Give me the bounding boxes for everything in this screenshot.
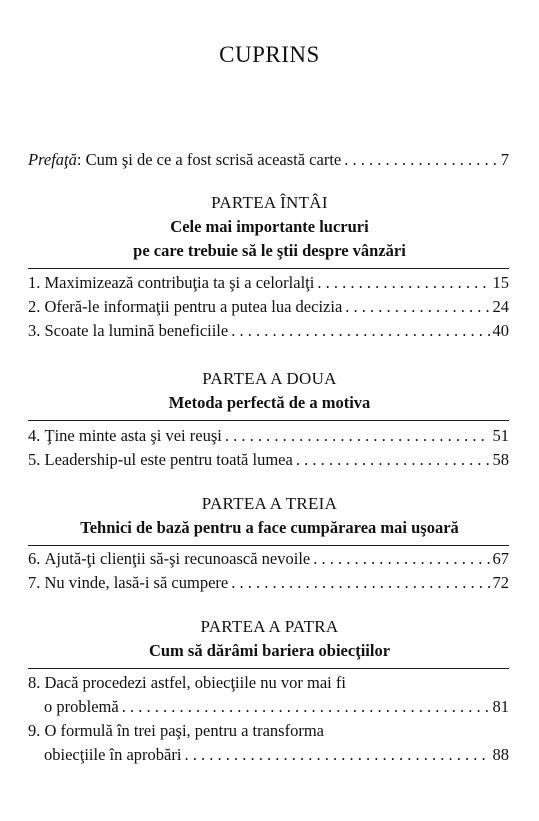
chapter-title-line-2: obiecţiile în aprobări [44, 745, 182, 764]
chapter-page-number: 81 [492, 697, 509, 716]
chapter-page-number: 24 [492, 297, 509, 316]
divider [28, 268, 509, 269]
divider [28, 420, 509, 421]
chapter-entry-5 [28, 450, 509, 472]
chapter-number: 6. [28, 549, 41, 568]
chapter-title: Scoate la lumină beneficiile [44, 321, 229, 340]
chapter-number: 4. [28, 426, 41, 445]
preface-title: : Cum şi de ce a fost scrisă această carte [76, 150, 342, 169]
leader-dots [313, 549, 489, 569]
chapter-title-line-1: Dacă procedezi astfel, obiecţiile nu vor mai fi [44, 673, 346, 692]
chapter-number: 8. [28, 673, 41, 692]
leader-dots [231, 573, 489, 593]
divider [28, 668, 509, 669]
leader-dots [231, 321, 489, 341]
preface-text-wrapper [28, 150, 341, 170]
chapter-title: Leadership-ul este pentru toată lumea [44, 450, 293, 469]
chapter-page-number: 51 [492, 426, 509, 445]
chapter-entry-4 [28, 426, 509, 448]
part-1-subtitle-line-1: Cele mai importante lucruri [170, 217, 369, 236]
chapter-title: Maximizează contribuţia ta şi a celorlalţi [44, 273, 315, 292]
chapter-entry-8-line-2 [44, 697, 509, 719]
chapter-entry-7 [28, 573, 509, 595]
chapter-entry-6 [28, 549, 509, 571]
leader-dots [122, 697, 490, 717]
leader-dots [296, 450, 490, 470]
chapter-number: 9. [28, 721, 41, 740]
chapter-entry-9-line-1 [28, 721, 324, 741]
chapter-number: 3. [28, 321, 41, 340]
chapter-entry-8-line-1 [28, 673, 346, 693]
part-1-heading: PARTEA ÎNTÂI [211, 193, 328, 212]
leader-dots [225, 426, 490, 446]
part-4-subtitle: Cum să dărâmi bariera obiecţiilor [148, 641, 391, 660]
chapter-page-number: 67 [492, 549, 509, 568]
part-2-heading: PARTEA A DOUA [202, 369, 337, 388]
part-2-subtitle: Metoda perfectă de a motiva [168, 393, 371, 412]
chapter-title: Nu vinde, lasă-i să cumpere [44, 573, 229, 592]
chapter-entry-3 [28, 321, 509, 343]
chapter-number: 5. [28, 450, 41, 469]
chapter-number: 7. [28, 573, 41, 592]
part-4-heading: PARTEA A PATRA [200, 617, 339, 636]
chapter-title: Ajută-ţi clienţii să-şi recunoască nevoile [44, 549, 311, 568]
preface-label: Prefaţă [28, 150, 77, 169]
preface-page-number: 7 [500, 150, 509, 169]
part-1-subtitle-line-2: pe care trebuie să le ştii despre vânzări [133, 241, 406, 260]
divider [28, 545, 509, 546]
leader-dots [345, 297, 489, 317]
chapter-number: 2. [28, 297, 41, 316]
chapter-page-number: 72 [492, 573, 509, 592]
leader-dots [184, 745, 489, 765]
chapter-title: Ţine minte asta şi vei reuşi [44, 426, 222, 445]
chapter-page-number: 58 [492, 450, 509, 469]
chapter-page-number: 40 [492, 321, 509, 340]
part-3-heading: PARTEA A TREIA [201, 494, 338, 513]
part-3-subtitle: Tehnici de bază pentru a face cumpărarea mai uşoară [80, 518, 459, 537]
leader-dots [317, 273, 489, 293]
page-title: CUPRINS [219, 42, 320, 67]
chapter-page-number: 15 [492, 273, 509, 292]
chapter-title-line-1: O formulă în trei paşi, pentru a transforma [44, 721, 324, 740]
preface-entry [28, 150, 509, 172]
leader-dots [344, 150, 498, 170]
chapter-entry-9-line-2 [44, 745, 509, 767]
chapter-title-line-2: o problemă [44, 697, 119, 716]
chapter-entry-2 [28, 297, 509, 319]
chapter-entry-1 [28, 273, 509, 295]
chapter-title: Oferă-le informaţii pentru a putea lua decizia [44, 297, 343, 316]
chapter-number: 1. [28, 273, 41, 292]
chapter-page-number: 88 [492, 745, 509, 764]
